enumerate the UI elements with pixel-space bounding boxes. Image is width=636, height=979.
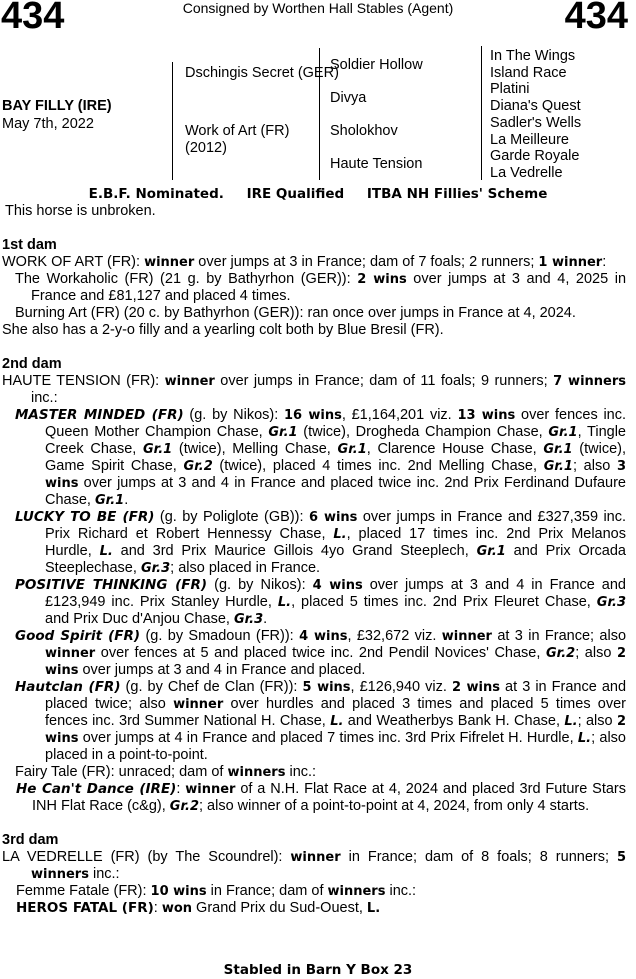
bold-record: L. (366, 901, 381, 916)
horse-name: POSITIVE THINKING (FR) (15, 577, 208, 593)
entry-text: at 3 in France and placed twice; also (45, 679, 627, 712)
bold-record: winner (144, 255, 195, 270)
race-grade: Gr.2 (183, 459, 213, 474)
entry-text: (g. by Smadoun (FR)): (140, 628, 300, 644)
entry-text: She also has a 2-y-o filly and a yearling colt both by Blue Bresil (FR). (2, 322, 444, 338)
race-grade: Gr.3 (596, 595, 626, 610)
section-title: 3rd dam (2, 832, 59, 848)
bold-record: 1 winner (538, 255, 603, 270)
horse-name: MASTER MINDED (FR) (15, 407, 184, 423)
race-grade: Gr.1 (476, 544, 506, 559)
bold-record: 2 wins (357, 272, 407, 287)
pedigree-entry (2, 271, 626, 305)
pedigree-entry (2, 254, 626, 271)
race-grade: Gr.3 (233, 612, 264, 627)
entry-text: ; also (572, 458, 617, 474)
pedigree-dam-year: (2012) (185, 140, 227, 156)
entry-text: (g. by Chef de Clan (FR)): (120, 679, 303, 695)
section-title: 2nd dam (2, 356, 62, 372)
entry-text: over jumps at 3 and 4 in France and placed. (78, 662, 366, 678)
entry-text: , £126,940 viz. (350, 679, 452, 695)
bold-record: winners (327, 884, 386, 899)
nomination-ebf: E.B.F. Nominated. (88, 186, 224, 202)
entry-text: inc.: (385, 883, 417, 899)
race-grade: L. (330, 714, 344, 729)
entry-text: (g. by Nikos): (183, 407, 285, 423)
race-grade: Gr.1 (268, 425, 298, 440)
entry-text: , placed 5 times inc. 2nd Prix Fleuret Chase, (291, 594, 597, 610)
bold-record: 7 winners (553, 374, 627, 389)
race-grade: Gr.3 (140, 561, 171, 576)
lot-number-left: 434 (1, 0, 65, 37)
entry-text: : (602, 254, 607, 270)
pedigree-g3-1: In The Wings (490, 48, 576, 64)
entry-text: over hurdles and placed 3 times and placed 5 times over fences inc. 3rd Summer National H. Chase, (45, 696, 626, 729)
entry-text: and Prix Duc d'Anjou Chase, (45, 611, 234, 627)
entry-text: over fences inc. Queen Mother Champion Chase, (45, 407, 627, 440)
bold-record: 10 wins (150, 884, 207, 899)
horse-name: Good Spirit (FR) (15, 628, 141, 644)
race-grade: Gr.1 (337, 442, 367, 457)
entry-text: in France; dam of 8 foals; 8 runners; (340, 849, 617, 865)
pedigree-g3-6: La Meilleure (490, 132, 569, 148)
entry-text: over jumps at 3 and 4 in France and placed twice inc. 2nd Prix Ferdinand Dufaure Chase, (45, 475, 626, 508)
race-grade: Gr.1 (94, 493, 125, 508)
pedigree-entry (2, 322, 626, 339)
bold-record: 16 wins (284, 408, 342, 423)
entry-text: (twice), Drogheda Champion Chase, (297, 424, 549, 440)
bold-record: winner (441, 629, 492, 644)
pedigree-dam-dam: Haute Tension (330, 156, 423, 172)
bold-record: 6 wins (308, 510, 358, 525)
entry-text: inc.: (88, 866, 120, 882)
entry-text: at 3 in France; also (491, 628, 627, 644)
bold-record: winner (164, 374, 215, 389)
entry-text: Burning Art (FR) (20 c. by Bathyrhon (GER)): ran once over jumps in France at 4, 2024. (15, 305, 576, 321)
entry-text: . (263, 611, 268, 627)
pedigree-g3-8: La Vedrelle (490, 165, 563, 181)
entry-text: over jumps at 3 in France; dam of 7 foals; 2 runners; (194, 254, 539, 270)
nominations-line (0, 186, 636, 203)
entry-text: of a N.H. Flat Race at 4, 2024 and placed 3rd Future Stars INH Flat Race (c&g), (32, 781, 627, 814)
entry-text: , £1,164,201 viz. (341, 407, 458, 423)
entry-text: and 3rd Prix Maurice Gillois 4yo Grand Steeplech, (112, 543, 477, 559)
entry-text: and Weatherbys Bank H. Chase, (343, 713, 565, 729)
entry-text: , placed 17 times inc. 2nd Prix Melanos Hurdle, (45, 526, 626, 559)
bold-record: 5 wins (302, 680, 351, 695)
entry-text: Fairy Tale (FR): unraced; dam of (15, 764, 228, 780)
pedigree-entry (2, 305, 626, 322)
entry-text: and Prix Orcada Steeplechase, (45, 543, 626, 576)
entry-text: ; also placed in a point-to-point. (45, 730, 626, 763)
bold-record: 4 wins (312, 578, 363, 593)
horse-name: He Can't Dance (IRE) (16, 781, 177, 797)
entry-text: (twice), placed 4 times inc. 2nd Melling Chase, (212, 458, 544, 474)
stabled-location: Stabled in Barn Y Box 23 (223, 962, 413, 978)
horse-sex: BAY FILLY (IRE) (2, 98, 112, 114)
entry-text: The Workaholic (FR) (21 g. by Bathyrhon (GER)): (15, 271, 358, 287)
race-grade: Gr.1 (548, 425, 578, 440)
pedigree-g3-7: Garde Royale (490, 148, 580, 164)
entry-text: over jumps at 4 in France and placed 7 times inc. 3rd Prix Fifrelet H. Hurdle, (78, 730, 578, 746)
entry-text: ; also (575, 645, 617, 661)
bold-record: 4 wins (299, 629, 348, 644)
bold-record: winner (290, 850, 341, 865)
bold-record: 13 wins (457, 408, 516, 423)
entry-text: ; also winner of a point-to-point at 4, 2024, from only 4 starts. (199, 798, 590, 814)
entry-text: : (153, 900, 162, 916)
pedigree-divider-3 (481, 46, 482, 180)
pedigree-entry (2, 628, 626, 679)
entry-text: (twice), Game Spirit Chase, (45, 441, 627, 474)
pedigree-sire-dam: Divya (330, 90, 367, 106)
entry-text: , £32,672 viz. (347, 628, 442, 644)
horse-name: LUCKY TO BE (FR) (15, 509, 155, 525)
pedigree-entry (2, 883, 626, 900)
race-grade: Gr.1 (142, 442, 173, 457)
entry-text: . (124, 492, 129, 508)
section-gap (2, 339, 626, 356)
lot-number-right: 434 (564, 0, 628, 37)
bold-record: winner (185, 782, 236, 797)
pedigree-g3-3: Platini (490, 81, 530, 97)
entry-text: Femme Fatale (FR): (16, 883, 151, 899)
pedigree-entry (2, 509, 626, 577)
race-grade: L. (333, 527, 347, 542)
bold-record: 2 wins (45, 646, 626, 678)
bold-record: 5 winners (31, 850, 626, 882)
pedigree-entry (2, 373, 626, 407)
entry-text: WORK OF ART (FR): (2, 254, 145, 270)
entry-text: ; also (577, 713, 617, 729)
race-grade: Gr.1 (543, 459, 573, 474)
entry-text: in France; dam of (206, 883, 328, 899)
pedigree-g3-4: Diana's Quest (490, 98, 581, 114)
race-grade: L. (277, 595, 292, 610)
nomination-itba: ITBA NH Fillies' Scheme (366, 186, 548, 202)
foaling-date: May 7th, 2022 (2, 116, 94, 132)
bold-record: winners (227, 765, 286, 780)
entry-text: Grand Prix du Sud-Ouest, (192, 900, 367, 916)
entry-text: inc.: (31, 390, 58, 406)
entry-text: over jumps at 3 and 4 in France and £123,949 inc. Prix Stanley Hurdle, (45, 577, 626, 610)
entry-text: (g. by Poliglote (GB)): (154, 509, 309, 525)
entry-text: over jumps at 3 and 4, 2025 in France and £81,127 and placed 4 times. (31, 271, 627, 304)
race-grade: Gr.2 (545, 646, 576, 661)
section-title: 1st dam (2, 237, 57, 253)
race-grade: Gr.1 (543, 442, 573, 457)
pedigree-entry (2, 764, 626, 781)
pedigree-dam-sire: Sholokhov (330, 123, 398, 139)
bold-record: winner (173, 697, 224, 712)
bold-record: won (161, 901, 193, 916)
consignor-line: Consigned by Worthen Hall Stables (Agent) (182, 0, 454, 16)
entry-text: ; also placed in France. (170, 560, 321, 576)
entry-text: over fences at 5 and placed twice inc. 2nd Pendil Novices' Chase, (95, 645, 546, 661)
pedigree-entry (2, 781, 626, 815)
section-gap (2, 815, 626, 832)
pedigree-divider-1 (172, 62, 173, 180)
bold-record: 3 wins (45, 459, 626, 491)
entry-text: (twice), Melling Chase, (172, 441, 338, 457)
entry-text: (g. by Nikos): (207, 577, 313, 593)
pedigree-g3-2: Island Race (490, 65, 567, 81)
pedigree-g3-5: Sadler's Wells (490, 115, 582, 131)
pedigree-entry (2, 849, 626, 883)
catalogue-body (2, 237, 626, 917)
horse-name: HEROS FATAL (FR) (16, 900, 154, 916)
pedigree-dam: Work of Art (FR) (185, 123, 290, 139)
race-grade: Gr.2 (169, 799, 199, 814)
entry-text: HAUTE TENSION (FR): (2, 373, 165, 389)
entry-text: LA VEDRELLE (FR) (by The Scoundrel): (2, 849, 291, 865)
entry-text: : (176, 781, 186, 797)
race-grade: L. (564, 714, 578, 729)
race-grade: L. (99, 544, 113, 559)
nomination-ire: IRE Qualified (246, 186, 345, 202)
bold-record: 2 wins (45, 714, 627, 746)
entry-text: , Tingle Creek Chase, (45, 424, 626, 457)
pedigree-entry (2, 577, 626, 628)
race-grade: L. (577, 731, 592, 746)
entry-text: , Clarence House Chase, (366, 441, 544, 457)
horse-name: Hautclan (FR) (15, 679, 121, 695)
entry-text: inc.: (285, 764, 317, 780)
unbroken-note: This horse is unbroken. (5, 203, 156, 219)
entry-text: over jumps in France and £327,359 inc. Prix Richard et Robert Hennessy Chase, (45, 509, 627, 542)
pedigree-entry (2, 407, 626, 509)
bold-record: winner (45, 646, 96, 661)
pedigree-sire-sire: Soldier Hollow (330, 57, 423, 73)
entry-text: over jumps in France; dam of 11 foals; 9 runners; (214, 373, 554, 389)
bold-record: 2 wins (451, 680, 501, 695)
pedigree-sire: Dschingis Secret (GER) (185, 65, 339, 81)
pedigree-entry (2, 900, 626, 917)
pedigree-entry (2, 679, 626, 764)
